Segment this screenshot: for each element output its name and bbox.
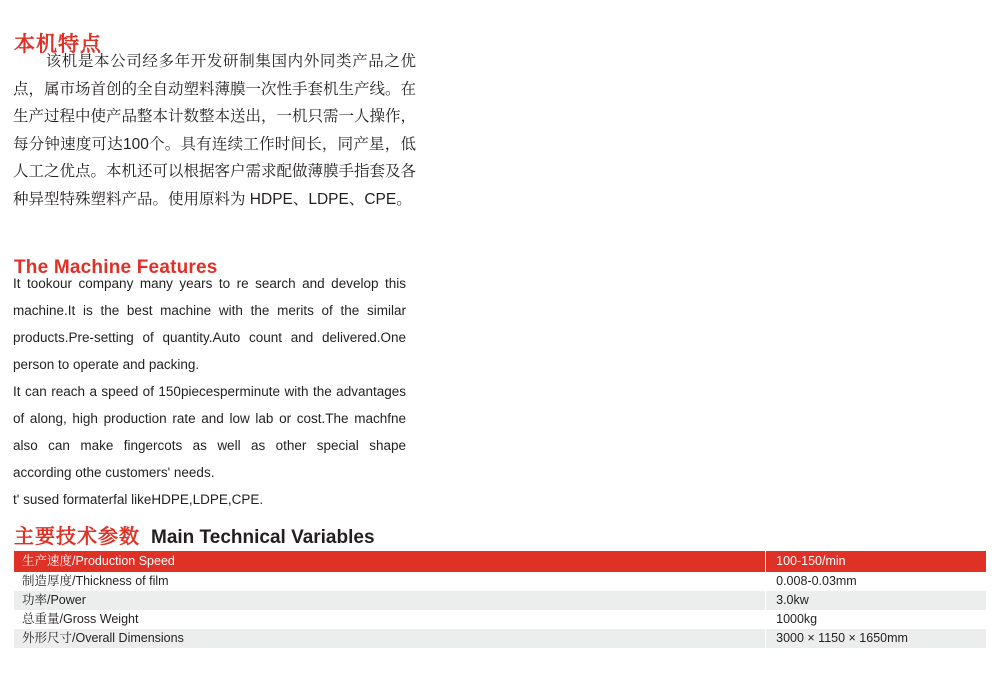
- english-features-paragraph-1: It tookour company many years to re search and develop this machine.It is the best machine with the merits of the similar products.Pre-setting of quantity.Auto count and delivered.One person to operate and packing.: [13, 276, 406, 372]
- specs-title-english: Main Technical Variables: [151, 527, 375, 548]
- table-row: [14, 572, 986, 591]
- english-features-heading: The Machine Features: [14, 256, 218, 278]
- spec-value: 3000 × 1150 × 1650mm: [766, 629, 986, 648]
- table-row: [14, 591, 986, 610]
- spec-value: 0.008-0.03mm: [766, 572, 986, 591]
- specs-title-chinese: 主要技术参数: [14, 526, 140, 548]
- english-features-paragraph-2: It can reach a speed of 150piecesperminute with the advantages of along, high production rate and low lab or cost.The machfne also can make fingercots as well as other special shape according othe customers' needs.: [13, 384, 406, 480]
- table-row: [14, 610, 986, 629]
- chinese-features-heading: 本机特点: [14, 33, 102, 57]
- english-features-paragraph-3: t' sused formaterfal likeHDPE,LDPE,CPE.: [13, 492, 264, 507]
- spec-value: 3.0kw: [766, 591, 986, 610]
- spec-name: 功率/Power: [14, 591, 766, 610]
- spec-name: 生产速度/Production Speed: [14, 551, 766, 572]
- specs-title: [14, 520, 375, 549]
- chinese-features-text: 该机是本公司经多年开发研制集国内外同类产品之优点，属市场首创的全自动塑料薄膜一次性手套机生产线。在生产过程中使产品整本计数整本送出，一机只需一人操作，每分钟速度可达100个。具有连续工作时间长，同产星，低人工之优点。本机还可以根据客户需求配做薄膜手指套及各种异型特殊塑料产品。使用原料为 HDPE、LDPE、CPE。: [13, 53, 417, 208]
- spec-name: 总重量/Gross Weight: [14, 610, 766, 629]
- spec-value: 1000kg: [766, 610, 986, 629]
- table-row: [14, 551, 986, 572]
- chinese-features-body: [13, 48, 416, 213]
- spec-name: 制造厚度/Thickness of film: [14, 572, 766, 591]
- spec-value: 100-150/min: [766, 551, 986, 572]
- table-row: [14, 629, 986, 648]
- specs-table: [14, 551, 986, 648]
- english-features-body: [13, 270, 406, 513]
- spec-name: 外形尺寸/Overall Dimensions: [14, 629, 766, 648]
